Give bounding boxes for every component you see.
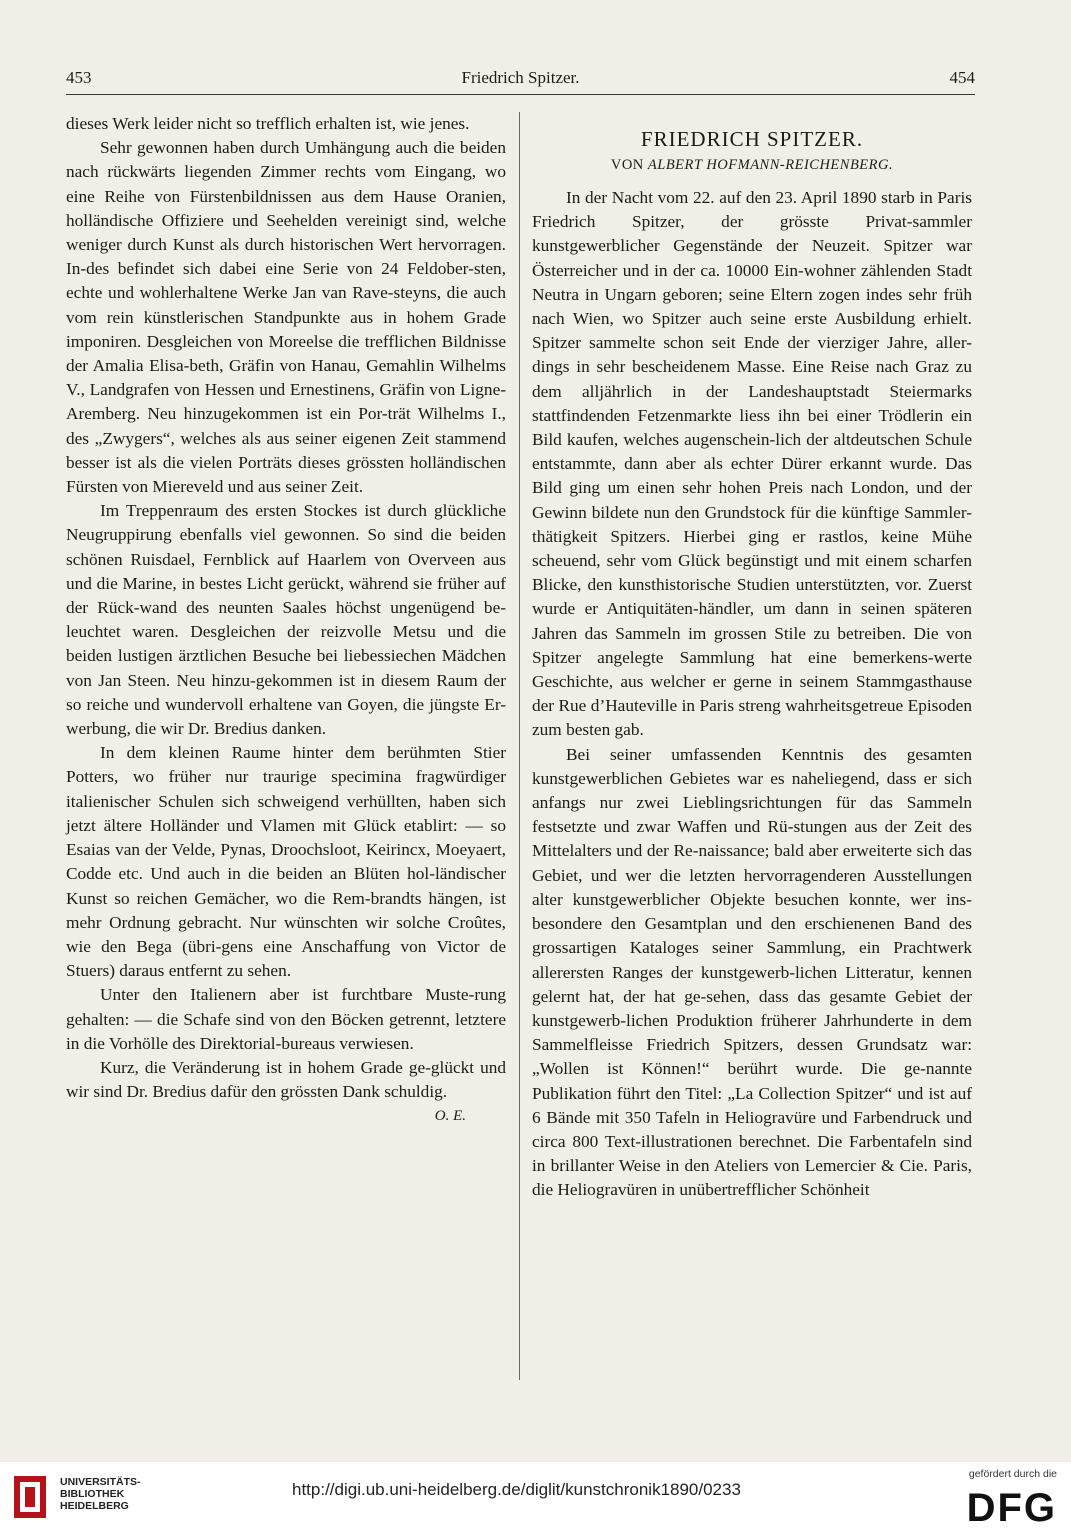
funded-by-text: gefördert durch die	[968, 1468, 1057, 1480]
university-seal-icon	[10, 1472, 50, 1522]
page-number-right: 454	[949, 68, 975, 87]
dfg-logo: DFG	[966, 1486, 1057, 1530]
library-name	[60, 1476, 141, 1512]
library-name-line-2: BIBLIOTHEK	[60, 1488, 125, 1500]
article-title: FRIEDRICH SPITZER.	[640, 127, 864, 151]
running-title: Friedrich Spitzer.	[461, 68, 580, 87]
right-paragraph-1: In der Nacht vom 22. auf den 23. April 1890 starb in Paris Friedrich Spitzer, der grösste Privat-sammler kunstgewerblicher Gegenstände der Neuzeit. Spitzer war Österreicher und in der ca. 10000 Ein-wohner zählenden Stadt Neutra in Ungarn geboren; seine Eltern zogen indes sehr früh nach Wien, wo Spitzer auch seine erste Ausbildung erhielt. Spitzer sammelte schon seit Ende der vierziger Jahre, aller-dings in sehr bescheidenem Masse. Eine Reise nach Graz zu dem alljährlich in der Landeshauptstadt Steiermarks stattfindenden Fetzenmarkte liess ihn bei einer Trödlerin ein Bild kaufen, welches augenschein-lich der altdeutschen Schule entstammte, dann aber als echter Dürer erkannt wurde. Das Bild ging um einen sehr hohen Preis nach London, und der Gewinn bildete nun den Grundstock für die künftige Sammler-thätigkeit Spitzers. Hierbei ging er rastlos, keine Mühe scheuend, sehr vom Glück begünstigt und mit einem scharfen Blicke, den kunsthistorische Studien unterstützten, vor. Zuerst wurde er Antiquitäten-händler, um dann in seinen späteren Jahren das Sammeln im grossen Stile zu betreiben. Die von Spitzer angelegte Sammlung hat eine bemerkens-werte Geschichte, aus welcher er gerne in seinem Stammgasthause der Rue d’Hauteville in Paris streng wahrheitsgetreue Episoden zum besten gab.	[532, 188, 972, 740]
footer-bar	[0, 1462, 1071, 1538]
page-header	[66, 66, 975, 95]
right-paragraph-2: Bei seiner umfassenden Kenntnis des gesamten kunstgewerblichen Gebietes war es naheliegend, dass er sich anfangs nur zwei Lieblingsrichtungen für das Sammeln festsetzte und zwar Waffen und Rü-stungen aus der Zeit des Mittelalters und der Re-naissance; bald aber erweiterte sich das Gebiet, und wer die letzten hervorragenderen Ausstellungen alter kunstgewerblicher Objekte besuchen konnte, wer ins-besondere den Gesamtplan und den erschienenen Band des grossartigen Kataloges seiner Sammlung, ein Prachtwerk allerersten Ranges der kunstgewerb-lichen Litteratur, kennen gelernt hat, der hat ge-sehen, dass das gesamte Gebiet der kunstgewerb-lichen Produktion früherer Jahrhunderte in dem Sammelfleisse Friedrich Spitzers, dessen Grundsatz war: „Wollen ist Können!“ berührt wurde. Die ge-nannte Publikation führt den Titel: „La Collection Spitzer“ und ist auf 6 Bände mit 350 Tafeln in Heliogravüre und Farbendruck und circa 800 Text-illustrationen berechnet. Die Farbentafeln sind in brillanter Weise in den Ateliers von Lemercier & Cie. Paris, die Heliogravüren in unübertrefflicher Schönheit	[532, 744, 972, 1200]
left-paragraph-5: Unter den Italienern aber ist furchtbare Muste-rung gehalten: — die Schafe sind von den Böcken getrennt, letztere in die Vorhölle des Direktorial-bureaus verwiesen.	[66, 985, 506, 1053]
signature: O. E.	[434, 1108, 466, 1125]
page-number-left: 453	[66, 68, 92, 87]
article-byline	[532, 154, 972, 176]
right-column	[532, 112, 972, 1203]
left-paragraph-6-text: Kurz, die Veränderung ist in hohem Grade ge-glückt und wir sind Dr. Bredius dafür den grössten Dank schuldig.	[66, 1057, 506, 1102]
left-column	[66, 112, 506, 1129]
left-paragraph-1: dieses Werk leider nicht so trefflich erhalten ist, wie jenes.	[66, 114, 470, 133]
left-paragraph-6	[66, 1056, 506, 1125]
permalink-url[interactable]: http://digi.ub.uni-heidelberg.de/diglit/kunstchronik1890/0233	[292, 1480, 741, 1499]
left-paragraph-4: In dem kleinen Raume hinter dem berühmten Stier Potters, wo früher nur traurige specimina fragwürdiger italienischer Schulen sich schweigend verhüllten, haben sich jetzt ältere Holländer und Vlamen mit Glück etablirt: — so Esaias van der Velde, Pynas, Droochsloot, Keirincx, Moeyaert, Codde etc. Und auch in die beiden an Blüten hol-ländischer Kunst so reichen Gemächer, wo die Rem-brandts hängen, ist mehr Ordnung gebracht. Nur wünschten wir solche Croûtes, wie den Bega (übri-gens eine Anschaffung von Victor de Stuers) daraus entfernt zu sehen.	[66, 743, 506, 981]
library-name-line-1: UNIVERSITÄTS-	[60, 1476, 141, 1488]
byline-prefix: VON	[610, 157, 644, 173]
left-paragraph-3: Im Treppenraum des ersten Stockes ist durch glückliche Neugruppirung ebenfalls viel gewonnen. So sind die beiden schönen Ruisdael, Fernblick auf Haarlem von Overveen aus und die Marine, in bestes Licht gerückt, während sie früher auf der Rück-wand des neunten Saales höchst ungenügend be-leuchtet waren. Desgleichen der reizvolle Metsu und die beiden lustigen ärztlichen Besuche bei liebessiechen Mädchen von Jan Steen. Neu hinzu-gekommen ist in diesem Raum der so reiche und wundervoll erhaltene van Goyen, die jüngste Er-werbung, die wir Dr. Bredius danken.	[66, 501, 506, 739]
column-divider	[519, 112, 520, 1380]
byline-author: ALBERT HOFMANN-REICHENBERG.	[647, 157, 894, 173]
left-paragraph-2: Sehr gewonnen haben durch Umhängung auch die beiden nach rückwärts liegenden Zimmer rechts vom Eingang, wo eine Reihe von Fürstenbildnissen aus dem Hause Oranien, holländische Offiziere und Seehelden vereinigt sind, welche weniger durch Kunst als durch historischen Wert hervorragen. In-des befindet sich dabei eine Serie von 24 Feldober-sten, echte und wohlerhaltene Werke Jan van Rave-steyns, die auch vom rein künstlerischen Standpunkte aus in hohem Grade imponiren. Desgleichen von Moreelse die trefflichen Bildnisse der Amalia Elisa-beth, Gräfin von Hanau, Gemahlin Wilhelms V., Landgrafen von Hessen und Ernestinens, Gräfin von Ligne-Aremberg. Neu hinzugekommen ist ein Por-trät Wilhelms I., des „Zwygers“, welches als aus seiner eigenen Zeit stammend besser ist als die vielen Porträts dieses grössten holländischen Fürsten von Miereveld und aus seiner Zeit.	[66, 138, 506, 497]
library-name-line-3: HEIDELBERG	[60, 1500, 129, 1512]
